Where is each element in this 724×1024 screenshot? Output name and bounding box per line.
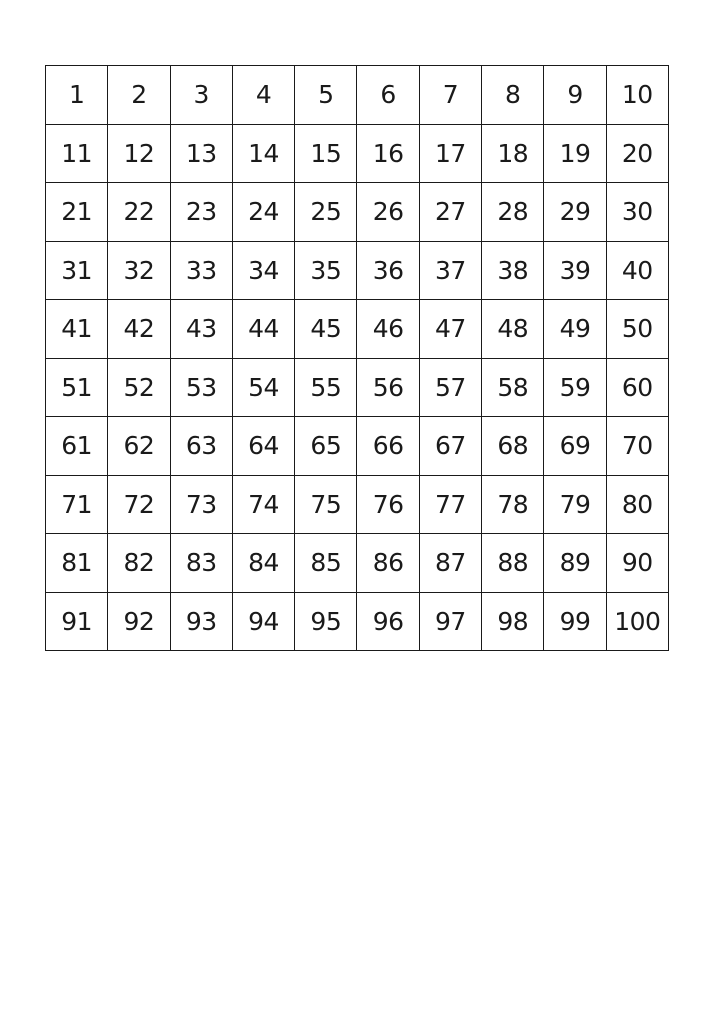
- grid-cell: 72: [108, 475, 170, 534]
- grid-cell: 26: [357, 183, 419, 242]
- grid-cell: 37: [419, 241, 481, 300]
- grid-cell: 81: [46, 534, 108, 593]
- grid-cell: 82: [108, 534, 170, 593]
- grid-cell: 21: [46, 183, 108, 242]
- grid-cell: 88: [482, 534, 544, 593]
- grid-cell: 41: [46, 300, 108, 359]
- grid-row: [46, 183, 669, 242]
- grid-cell: 57: [419, 358, 481, 417]
- grid-cell: 11: [46, 124, 108, 183]
- grid-cell: 96: [357, 592, 419, 651]
- grid-cell: 16: [357, 124, 419, 183]
- grid-cell: 35: [295, 241, 357, 300]
- grid-cell: 1: [46, 66, 108, 125]
- grid-cell: 67: [419, 417, 481, 476]
- grid-cell: 52: [108, 358, 170, 417]
- grid-cell: 3: [170, 66, 232, 125]
- grid-cell: 51: [46, 358, 108, 417]
- grid-cell: 17: [419, 124, 481, 183]
- grid-cell: 90: [606, 534, 668, 593]
- grid-cell: 48: [482, 300, 544, 359]
- grid-cell: 25: [295, 183, 357, 242]
- grid-row: [46, 534, 669, 593]
- grid-cell: 20: [606, 124, 668, 183]
- grid-row: [46, 124, 669, 183]
- grid-cell: 68: [482, 417, 544, 476]
- grid-cell: 95: [295, 592, 357, 651]
- grid-cell: 83: [170, 534, 232, 593]
- grid-cell: 56: [357, 358, 419, 417]
- grid-cell: 43: [170, 300, 232, 359]
- grid-cell: 24: [232, 183, 294, 242]
- grid-cell: 49: [544, 300, 606, 359]
- grid-cell: 47: [419, 300, 481, 359]
- grid-cell: 54: [232, 358, 294, 417]
- grid-cell: 59: [544, 358, 606, 417]
- grid-cell: 36: [357, 241, 419, 300]
- grid-cell: 13: [170, 124, 232, 183]
- grid-cell: 33: [170, 241, 232, 300]
- grid-cell: 100: [606, 592, 668, 651]
- grid-cell: 2: [108, 66, 170, 125]
- grid-row: [46, 300, 669, 359]
- grid-cell: 34: [232, 241, 294, 300]
- grid-cell: 58: [482, 358, 544, 417]
- grid-cell: 84: [232, 534, 294, 593]
- grid-cell: 93: [170, 592, 232, 651]
- grid-row: [46, 241, 669, 300]
- grid-cell: 14: [232, 124, 294, 183]
- grid-cell: 77: [419, 475, 481, 534]
- grid-cell: 66: [357, 417, 419, 476]
- grid-cell: 64: [232, 417, 294, 476]
- grid-cell: 92: [108, 592, 170, 651]
- grid-cell: 50: [606, 300, 668, 359]
- grid-cell: 97: [419, 592, 481, 651]
- grid-cell: 28: [482, 183, 544, 242]
- grid-cell: 40: [606, 241, 668, 300]
- grid-cell: 45: [295, 300, 357, 359]
- grid-row: [46, 417, 669, 476]
- grid-cell: 44: [232, 300, 294, 359]
- grid-cell: 70: [606, 417, 668, 476]
- grid-cell: 29: [544, 183, 606, 242]
- grid-cell: 12: [108, 124, 170, 183]
- grid-cell: 27: [419, 183, 481, 242]
- grid-row: [46, 66, 669, 125]
- grid-cell: 42: [108, 300, 170, 359]
- hundred-chart-grid: [45, 65, 669, 651]
- grid-cell: 62: [108, 417, 170, 476]
- grid-cell: 69: [544, 417, 606, 476]
- grid-cell: 74: [232, 475, 294, 534]
- grid-cell: 38: [482, 241, 544, 300]
- grid-cell: 65: [295, 417, 357, 476]
- grid-cell: 76: [357, 475, 419, 534]
- grid-cell: 94: [232, 592, 294, 651]
- grid-cell: 9: [544, 66, 606, 125]
- grid-cell: 18: [482, 124, 544, 183]
- grid-cell: 61: [46, 417, 108, 476]
- grid-cell: 53: [170, 358, 232, 417]
- grid-cell: 73: [170, 475, 232, 534]
- grid-cell: 19: [544, 124, 606, 183]
- grid-body: [46, 66, 669, 651]
- grid-cell: 6: [357, 66, 419, 125]
- grid-cell: 8: [482, 66, 544, 125]
- grid-row: [46, 358, 669, 417]
- grid-cell: 91: [46, 592, 108, 651]
- grid-cell: 55: [295, 358, 357, 417]
- grid-cell: 10: [606, 66, 668, 125]
- grid-cell: 32: [108, 241, 170, 300]
- grid-cell: 85: [295, 534, 357, 593]
- grid-cell: 23: [170, 183, 232, 242]
- grid-cell: 71: [46, 475, 108, 534]
- grid-cell: 79: [544, 475, 606, 534]
- grid-cell: 39: [544, 241, 606, 300]
- grid-cell: 80: [606, 475, 668, 534]
- grid-cell: 75: [295, 475, 357, 534]
- grid-cell: 99: [544, 592, 606, 651]
- grid-cell: 86: [357, 534, 419, 593]
- grid-cell: 78: [482, 475, 544, 534]
- grid-cell: 4: [232, 66, 294, 125]
- grid-row: [46, 475, 669, 534]
- grid-cell: 46: [357, 300, 419, 359]
- grid-row: [46, 592, 669, 651]
- grid-cell: 30: [606, 183, 668, 242]
- grid-cell: 15: [295, 124, 357, 183]
- grid-cell: 7: [419, 66, 481, 125]
- grid-cell: 98: [482, 592, 544, 651]
- grid-cell: 63: [170, 417, 232, 476]
- grid-cell: 60: [606, 358, 668, 417]
- grid-cell: 31: [46, 241, 108, 300]
- grid-cell: 22: [108, 183, 170, 242]
- grid-cell: 87: [419, 534, 481, 593]
- grid-cell: 5: [295, 66, 357, 125]
- grid-cell: 89: [544, 534, 606, 593]
